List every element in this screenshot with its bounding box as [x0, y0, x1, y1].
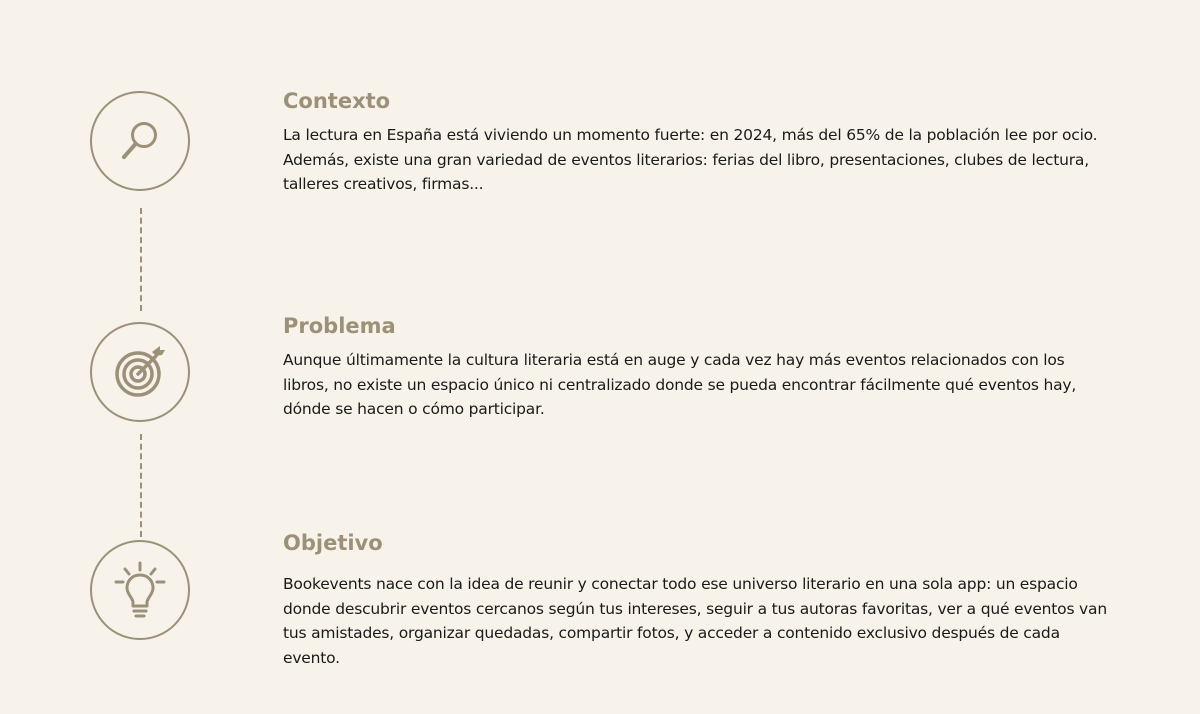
- section-objetivo: [283, 530, 1113, 670]
- search-icon: [118, 117, 162, 165]
- search-icon-circle: [90, 91, 190, 191]
- timeline-connector: [140, 208, 142, 311]
- section-contexto: [283, 88, 1113, 197]
- timeline-connector: [140, 434, 142, 537]
- lightbulb-icon-circle: [90, 540, 190, 640]
- section-title: Problema: [283, 314, 396, 338]
- section-title: Objetivo: [283, 531, 383, 555]
- section-body: Bookevents nace con la idea de reunir y conectar todo ese universo literario en una sola app: un espacio donde descubrir eventos cercanos según tus intereses, seguir a tus autoras favoritas, ver a qué eventos van tus amistades, organizar quedadas, compartir fotos, y acceder a contenido exclusivo después de cada evento.: [283, 575, 1107, 667]
- lightbulb-icon: [112, 561, 168, 619]
- target-icon-circle: [90, 322, 190, 422]
- section-body: La lectura en España está viviendo un momento fuerte: en 2024, más del 65% de la población lee por ocio. Además, existe una gran variedad de eventos literarios: ferias del libro, presentaciones, clubes de lectura, talleres creativos, firmas...: [283, 126, 1098, 193]
- target-icon: [112, 344, 168, 400]
- section-problema: [283, 313, 1113, 422]
- section-title: Contexto: [283, 89, 391, 113]
- section-body: Aunque últimamente la cultura literaria está en auge y cada vez hay más eventos relacionados con los libros, no existe un espacio único ni centralizado donde se pueda encontrar fácilmente qué eventos hay, dónde se hacen o cómo participar.: [283, 351, 1077, 418]
